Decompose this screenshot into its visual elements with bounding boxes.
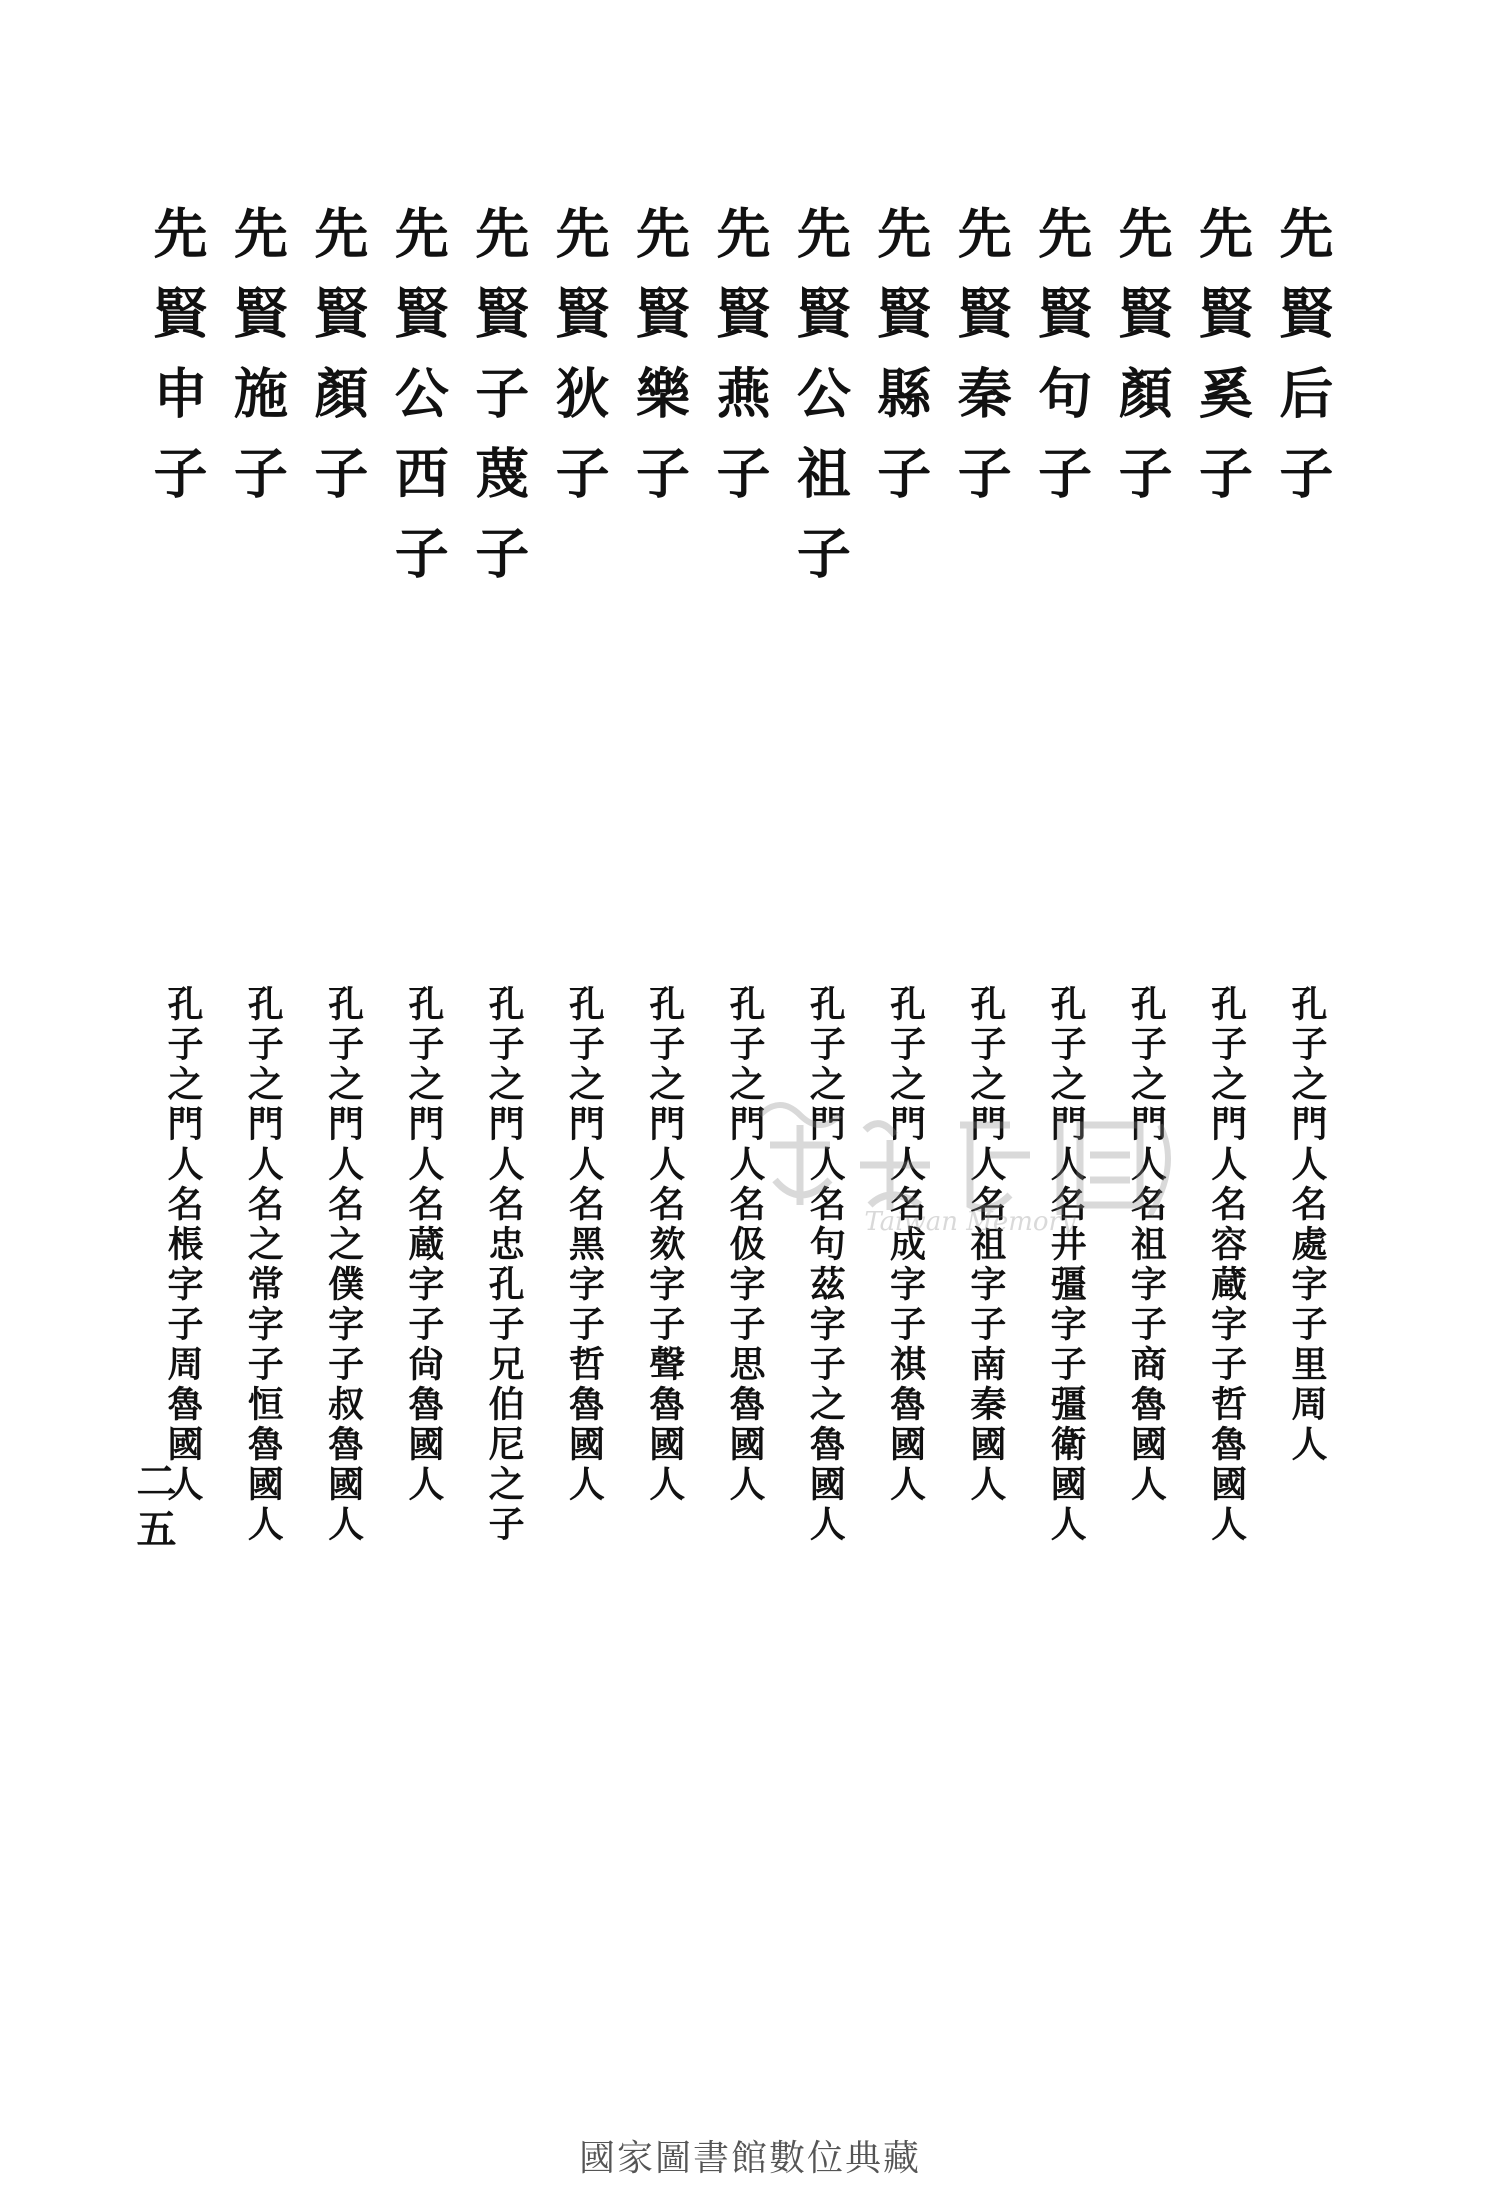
shrine-title: 先賢公祖子 (788, 205, 853, 605)
disciple-note: 孔子之門人名欬字子聲魯國人 (643, 985, 686, 1505)
disciple-notes-list (162, 985, 1328, 1625)
shrine-title: 先賢奚子 (1190, 205, 1255, 525)
disciple-note: 孔子之門人名之僕字子叔魯國人 (322, 985, 365, 1545)
shrine-title: 先賢秦子 (949, 205, 1014, 525)
disciple-note: 孔子之門人名忠孔子兄伯尼之子 (483, 985, 526, 1545)
disciple-note: 孔子之門人名處字子里周人 (1285, 985, 1328, 1465)
shrine-title: 先賢縣子 (868, 205, 933, 525)
disciple-note: 孔子之門人名句茲字子之魯國人 (804, 985, 847, 1545)
disciple-note: 孔子之門人名容蔵字子哲魯國人 (1205, 985, 1248, 1545)
shrine-title-list (145, 205, 1335, 635)
disciple-note: 孔子之門人名成字子祺魯國人 (884, 985, 927, 1505)
shrine-title: 先賢申子 (145, 205, 209, 525)
shrine-title: 先賢樂子 (627, 205, 692, 525)
watermark-english: Taiwan Memory (864, 1207, 1076, 1235)
disciple-note: 孔子之門人名伋字子思魯國人 (723, 985, 766, 1505)
shrine-title: 先賢子蔑子 (466, 205, 531, 605)
disciple-note: 孔子之門人名蔵字子尙魯國人 (402, 985, 445, 1505)
shrine-title: 先賢狄子 (547, 205, 612, 525)
shrine-title: 先賢顏子 (1110, 205, 1175, 525)
shrine-title: 先賢公西子 (386, 205, 451, 605)
shrine-title: 先賢顏子 (305, 205, 370, 525)
disciple-note: 孔子之門人名井彊字子彊衛國人 (1045, 985, 1088, 1545)
footer-credit: 國家圖書館數位典藏 (578, 2138, 921, 2179)
shrine-title: 先賢施子 (225, 205, 290, 525)
disciple-note: 孔子之門人名之常字子恒魯國人 (242, 985, 285, 1545)
disciple-note: 孔子之門人名祖字子南秦國人 (964, 985, 1007, 1505)
page-number: 二五 (130, 1460, 177, 1556)
disciple-note: 孔子之門人名棖字子周魯國人 (162, 985, 204, 1505)
disciple-note: 孔子之門人名祖字子商魯國人 (1125, 985, 1168, 1505)
shrine-title: 先賢句子 (1029, 205, 1094, 525)
disciple-note: 孔子之門人名黑字子哲魯國人 (563, 985, 606, 1505)
shrine-title: 先賢燕子 (707, 205, 772, 525)
shrine-title: 先賢后子 (1270, 205, 1335, 525)
